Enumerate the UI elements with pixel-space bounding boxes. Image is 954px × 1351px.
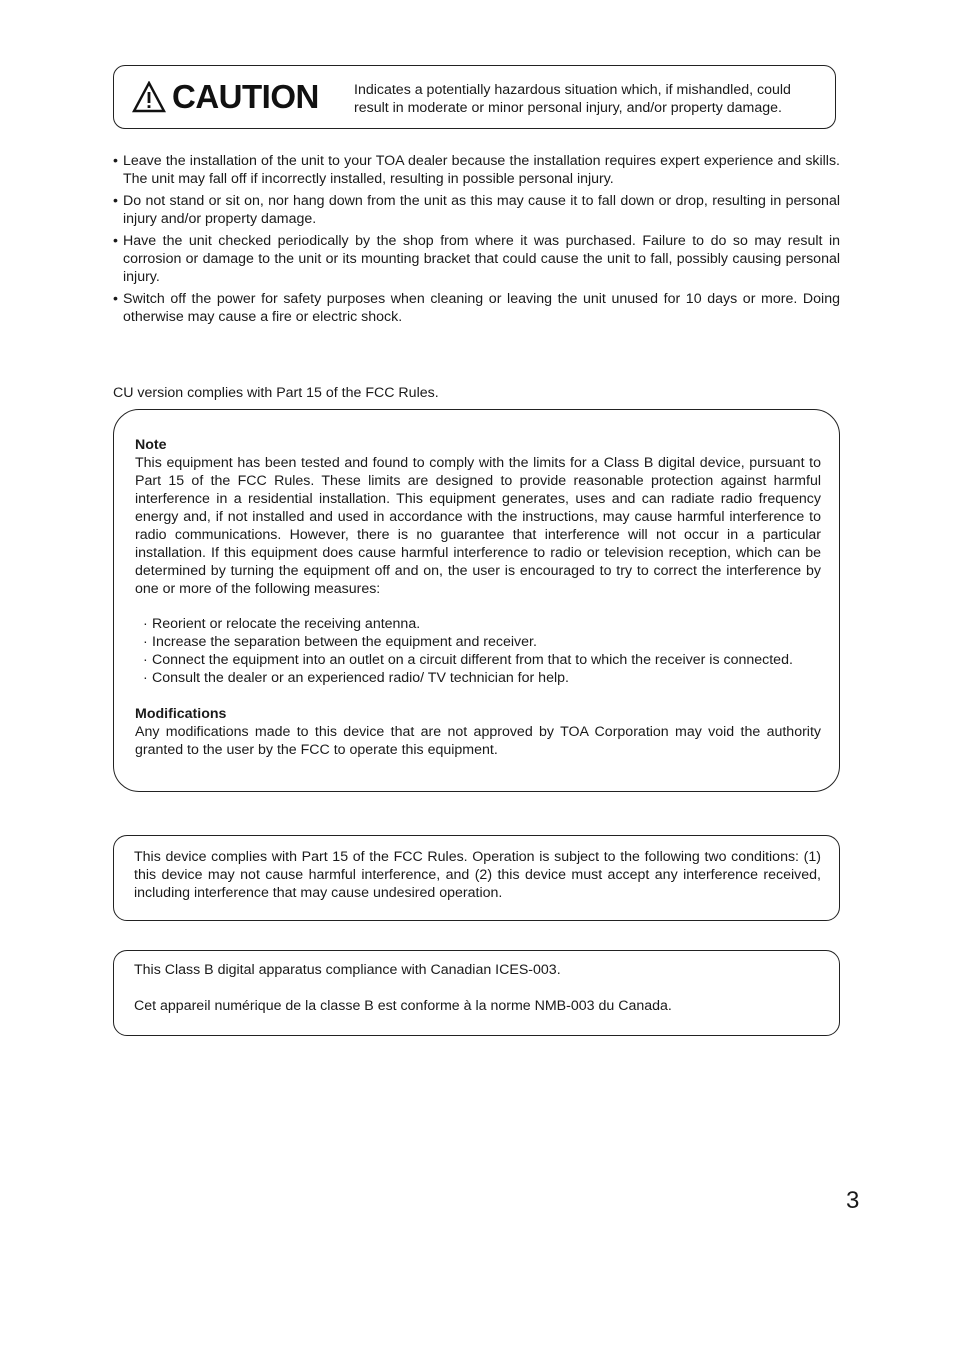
canada-compliance-box [113, 950, 840, 1036]
list-item [113, 192, 840, 228]
bullet-mark: • [113, 291, 118, 307]
compliance-box [113, 835, 840, 921]
measure-text: Reorient or relocate the receiving antenna. [152, 616, 421, 632]
note-content [135, 436, 821, 759]
canada-english-text: This Class B digital apparatus compliance with Canadian ICES-003. [134, 962, 561, 978]
measure-mark: · [143, 616, 148, 632]
measure-mark: · [143, 634, 148, 650]
list-item [143, 669, 821, 687]
list-item [143, 615, 821, 633]
bullet-mark: • [113, 193, 118, 209]
fcc-note-box [113, 409, 840, 792]
measure-mark: · [143, 652, 148, 668]
measure-text: Consult the dealer or an experienced radio/ TV technician for help. [152, 670, 569, 686]
measure-text: Increase the separation between the equipment and receiver. [152, 634, 537, 650]
list-item [143, 651, 821, 669]
measure-mark: · [143, 670, 148, 686]
bullet-mark: • [113, 233, 118, 249]
caution-box [113, 65, 836, 129]
list-item [113, 232, 840, 286]
page-number: 3 [846, 1187, 860, 1214]
list-item [143, 633, 821, 651]
note-paragraph: This equipment has been tested and found to comply with the limits for a Class B digital device, pursuant to Part 15 of the FCC Rules. These limits are designed to provide reasonable protection against harmful interference in a residential installation. This equipment generates, uses and can radiate radio frequency energy and, if not installed and used in accordance with the instructions, may cause harmful interference to radio communications. However, there is no guarantee that interference will not occur in a particular installation. If this equipment does cause harmful interference to radio or television reception, which can be determined by turning the equipment off and on, the user is encouraged to try to correct the interference by one or more of the following measures: [135, 455, 821, 597]
compliance-text: This device complies with Part 15 of the FCC Rules. Operation is subject to the following two conditions: (1) this device may not cause harmful interference, and (2) this device must accept any interference received, including interference that may cause undesired operation. [134, 849, 821, 901]
fcc-compliance-line: CU version complies with Part 15 of the FCC Rules. [113, 385, 439, 401]
list-item [113, 152, 840, 188]
modifications-heading: Modifications [135, 706, 227, 722]
caution-title: CAUTION [172, 78, 319, 115]
list-item [113, 290, 840, 326]
caution-heading [132, 79, 319, 115]
note-heading: Note [135, 437, 167, 453]
measures-list [143, 615, 821, 687]
warning-triangle-icon [132, 81, 166, 113]
bullet-mark: • [113, 153, 118, 169]
bullet-text: Have the unit checked periodically by the shop from where it was purchased. Failure to do so may result in corrosion or damage to the unit or its mounting bracket that could cause the unit to fall, possibly causing personal injury. [123, 233, 840, 285]
caution-bullet-list [113, 152, 840, 330]
bullet-text: Leave the installation of the unit to your TOA dealer because the installation requires expert experience and skills. The unit may fall off if incorrectly installed, resulting in possible personal injury. [123, 153, 840, 187]
canada-content [134, 961, 821, 1015]
measure-text: Connect the equipment into an outlet on a circuit different from that to which the receiver is connected. [152, 652, 793, 668]
canada-french-text: Cet appareil numérique de la classe B est conforme à la norme NMB-003 du Canada. [134, 998, 672, 1014]
bullet-text: Switch off the power for safety purposes when cleaning or leaving the unit unused for 10 days or more. Doing otherwise may cause a fire or electric shock. [123, 291, 840, 325]
caution-description: Indicates a potentially hazardous situation which, if mishandled, could result in moderate or minor personal injury, and/or property damage. [354, 82, 791, 116]
bullet-text: Do not stand or sit on, nor hang down from the unit as this may cause it to fall down or drop, resulting in personal injury and/or property damage. [123, 193, 840, 227]
modifications-text: Any modifications made to this device that are not approved by TOA Corporation may void the authority granted to the user by the FCC to operate this equipment. [135, 724, 821, 758]
